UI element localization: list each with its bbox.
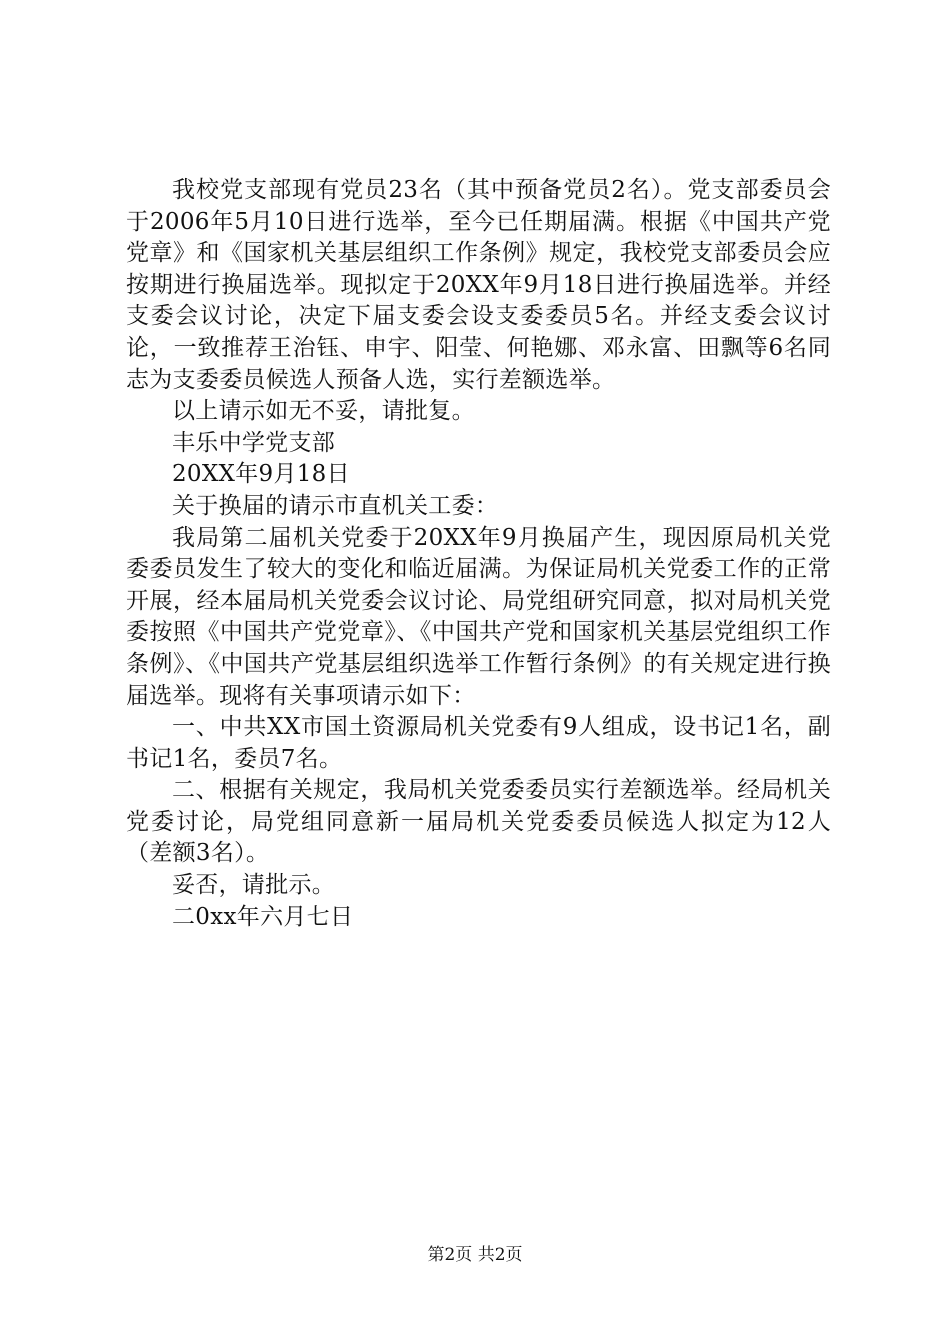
page-number-indicator: 第2页 共2页	[427, 1245, 523, 1265]
paragraph-approval-request: 以上请示如无不妥，请批复。	[172, 398, 475, 425]
paragraph-bureau-election-background: 我局第二届机关党委于20XX年9月换届产生，现因原局机关党委委员发生了较大的变化和临近届满。为保证局机关党委工作的正常开展，经本届局机关党委会议讨论、局党组研究同意，拟对局机关党委按照《中国共产党党章》、《中国共产党和国家机关基层党组织工作条例》、《中国共产党基层组织选举工作暂行条例》的有关规定进行换届选举。现将有关事项请示如下：	[126, 524, 831, 709]
signature-date: 20XX年9月18日	[172, 461, 350, 488]
page-footer	[0, 1244, 950, 1266]
paragraph-branch-election-request: 我校党支部现有党员23名（其中预备党员2名）。党支部委员会于2006年5月10日进行选举，至今已任期届满。根据《中国共产党党章》和《国家机关基层组织工作条例》规定，我校党支部委员会应按期进行换届选举。现拟定于20XX年9月18日进行换届选举。并经支委会议讨论，决定下届支委会设支委委员5名。并经支委会议讨论，一致推荐王治钰、申宇、阳莹、何艳娜、邓永富、田飘等6名同志为支委委员候选人预备人选，实行差额选举。	[126, 177, 831, 393]
second-request-heading: 关于换届的请示市直机关工委：	[172, 492, 499, 519]
document-body	[126, 175, 831, 933]
paragraph-item-one: 一、中共XX市国土资源局机关党委有9人组成，设书记1名，副书记1名，委员7名。	[126, 714, 831, 772]
closing-date: 二0xx年六月七日	[172, 903, 354, 930]
paragraph-item-two: 二、根据有关规定，我局机关党委委员实行差额选举。经局机关党委讨论，局党组同意新一届局机关党委委员候选人拟定为12人（差额3名）。	[126, 777, 831, 867]
signature-organization: 丰乐中学党支部	[172, 429, 336, 456]
paragraph-closing-request: 妥否，请批示。	[172, 872, 336, 899]
